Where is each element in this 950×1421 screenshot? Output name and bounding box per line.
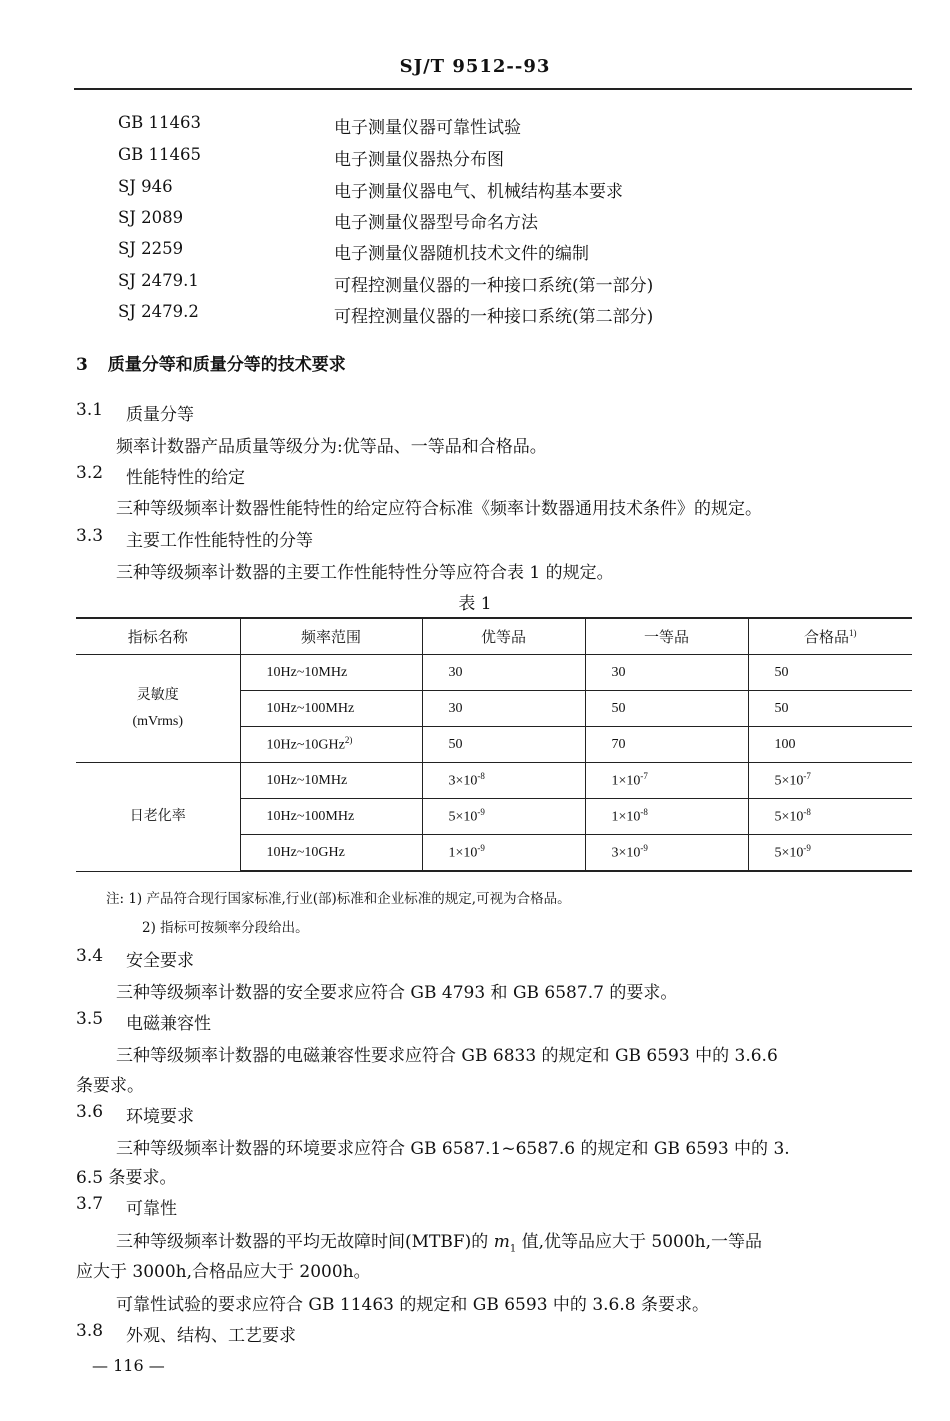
subsection-number: 3.2 — [76, 463, 104, 483]
table-note: 2) 指标可按频率分段给出。 — [142, 920, 309, 936]
ref-code: SJ 2479.1 — [118, 271, 199, 290]
mantissa: 5×10 — [774, 773, 804, 789]
value-cell — [422, 835, 585, 872]
page-header: SJ/T 9512--93 — [399, 56, 551, 77]
group-name: 灵敏度 — [136, 687, 179, 703]
paragraph: 三种等级频率计数器的电磁兼容性要求应符合 GB 6833 的规定和 GB 6593 中的 3.6.6 — [116, 1046, 778, 1066]
m-symbol: m — [493, 1232, 510, 1252]
range-cell: 10Hz~10MHz — [240, 655, 422, 691]
paragraph: 三种等级频率计数器的主要工作性能特性分等应符合表 1 的规定。 — [116, 563, 614, 583]
ref-title: 电子测量仪器热分布图 — [334, 150, 504, 170]
subsection-number: 3.7 — [76, 1194, 104, 1214]
m-subscript: 1 — [509, 1243, 517, 1255]
table-row — [76, 763, 912, 799]
mantissa: 5×10 — [774, 809, 804, 825]
mantissa: 1×10 — [611, 809, 641, 825]
value-cell: 30 — [422, 691, 585, 727]
subsection-number: 3.4 — [76, 946, 104, 966]
table-note: 注: 1) 产品符合现行国家标准,行业(部)标准和企业标准的规定,可视为合格品。 — [106, 891, 571, 907]
paragraph-continuation: 应大于 3000h,合格品应大于 2000h。 — [76, 1262, 371, 1282]
value-cell — [748, 835, 912, 872]
header-cell-label: 合格品 — [803, 630, 849, 646]
value-cell — [422, 763, 585, 799]
value-cell — [585, 799, 748, 835]
value-cell: 30 — [585, 655, 748, 691]
spec-table — [76, 617, 912, 872]
range-label: 10Hz~10GHz — [266, 737, 345, 753]
ref-code: SJ 2479.2 — [118, 302, 199, 321]
paragraph — [116, 1227, 762, 1254]
ref-title: 可程控测量仪器的一种接口系统(第二部分) — [334, 307, 654, 327]
ref-code: SJ 946 — [118, 177, 173, 196]
paragraph: 可靠性试验的要求应符合 GB 11463 的规定和 GB 6593 中的 3.6.8 条要求。 — [116, 1295, 709, 1315]
subsection-number: 3.3 — [76, 526, 104, 546]
subsection-title: 主要工作性能特性的分等 — [126, 531, 313, 551]
group-unit: (mVrms) — [132, 713, 183, 729]
value-cell — [422, 799, 585, 835]
ref-title: 电子测量仪器电气、机械结构基本要求 — [334, 182, 623, 202]
value-cell: 50 — [422, 727, 585, 763]
paragraph-text: 值,优等品应大于 5000h,一等品 — [516, 1232, 763, 1252]
header-cell: 频率范围 — [240, 618, 422, 655]
value-cell: 100 — [748, 727, 912, 763]
range-cell: 10Hz~100MHz — [240, 691, 422, 727]
value-cell — [585, 763, 748, 799]
table-header-row — [76, 618, 912, 655]
subsection-number: 3.1 — [76, 400, 104, 420]
exponent: -9 — [640, 843, 648, 854]
paragraph-text: 三种等级频率计数器的平均无故障时间(MTBF)的 — [116, 1232, 494, 1252]
ref-code: GB 11463 — [118, 113, 202, 132]
subsection-title: 电磁兼容性 — [126, 1014, 211, 1034]
exponent: -7 — [640, 771, 648, 782]
exponent: -8 — [803, 807, 811, 818]
paragraph-continuation: 6.5 条要求。 — [76, 1168, 177, 1188]
subsection-title: 外观、结构、工艺要求 — [126, 1326, 296, 1346]
ref-code: GB 11465 — [118, 145, 202, 164]
exponent: -9 — [477, 843, 485, 854]
value-cell: 50 — [585, 691, 748, 727]
value-cell: 50 — [748, 691, 912, 727]
exponent: -8 — [640, 807, 648, 818]
table-caption: 表 1 — [458, 594, 492, 614]
subsection-number: 3.8 — [76, 1321, 104, 1341]
value-cell — [748, 799, 912, 835]
subsection-title: 可靠性 — [126, 1199, 177, 1219]
value-cell: 50 — [748, 655, 912, 691]
header-rule — [74, 88, 912, 90]
ref-title: 电子测量仪器随机技术文件的编制 — [334, 244, 589, 264]
value-cell — [748, 763, 912, 799]
subsection-title: 质量分等 — [126, 405, 194, 425]
exponent: -9 — [477, 807, 485, 818]
ref-title: 电子测量仪器型号命名方法 — [334, 213, 538, 233]
group-cell-aging — [76, 763, 240, 872]
range-cell: 10Hz~10MHz — [240, 763, 422, 799]
section-number: 3 — [76, 355, 88, 375]
header-cell — [748, 618, 912, 655]
section-title: 质量分等和质量分等的技术要求 — [107, 355, 346, 375]
group-cell-sensitivity — [76, 655, 240, 763]
mantissa: 1×10 — [611, 773, 641, 789]
mantissa: 1×10 — [448, 845, 478, 861]
mantissa: 3×10 — [448, 773, 478, 789]
section-heading — [76, 350, 346, 375]
range-cell: 10Hz~10GHz — [240, 835, 422, 872]
mantissa: 5×10 — [448, 809, 478, 825]
ref-title: 可程控测量仪器的一种接口系统(第一部分) — [334, 276, 654, 296]
subsection-title: 安全要求 — [126, 951, 194, 971]
footnote-ref: 1) — [849, 628, 857, 638]
footnote-ref: 2) — [344, 735, 353, 746]
group-name: 日老化率 — [129, 808, 186, 824]
exponent: -9 — [803, 843, 811, 854]
value-cell: 30 — [422, 655, 585, 691]
paragraph: 频率计数器产品质量等级分为:优等品、一等品和合格品。 — [116, 437, 547, 457]
value-cell: 70 — [585, 727, 748, 763]
ref-code: SJ 2259 — [118, 239, 184, 258]
mantissa: 5×10 — [774, 845, 804, 861]
header-cell: 指标名称 — [76, 618, 240, 655]
paragraph: 三种等级频率计数器性能特性的给定应符合标准《频率计数器通用技术条件》的规定。 — [116, 499, 762, 519]
ref-code: SJ 2089 — [118, 208, 184, 227]
paragraph-continuation: 条要求。 — [76, 1076, 144, 1096]
exponent: -7 — [803, 771, 811, 782]
header-cell: 优等品 — [422, 618, 585, 655]
paragraph: 三种等级频率计数器的安全要求应符合 GB 4793 和 GB 6587.7 的要求。 — [116, 983, 678, 1003]
subsection-number: 3.5 — [76, 1009, 104, 1029]
paragraph: 三种等级频率计数器的环境要求应符合 GB 6587.1~6587.6 的规定和 GB 6593 中的 3. — [116, 1139, 790, 1159]
range-cell — [240, 727, 422, 763]
exponent: -8 — [477, 771, 485, 782]
page-number: — 116 — — [92, 1356, 165, 1375]
subsection-title: 性能特性的给定 — [126, 468, 245, 488]
table-row — [76, 655, 912, 691]
mantissa: 3×10 — [611, 845, 641, 861]
header-cell: 一等品 — [585, 618, 748, 655]
range-cell: 10Hz~100MHz — [240, 799, 422, 835]
subsection-title: 环境要求 — [126, 1107, 194, 1127]
ref-title: 电子测量仪器可靠性试验 — [334, 118, 521, 138]
value-cell — [585, 835, 748, 872]
subsection-number: 3.6 — [76, 1102, 104, 1122]
